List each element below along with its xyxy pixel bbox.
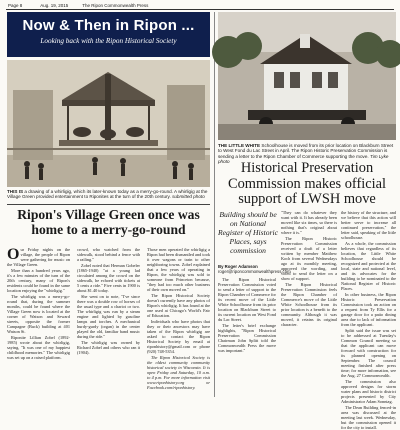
right-article-subhead: Building should be on National Register of Historic Places, says commission xyxy=(218,210,278,255)
paragraph: the history of the structure, and we believe that this action will better serve to increase all continued preservation," the letter said, speaking of the little schoolhouse. xyxy=(341,210,396,240)
schoolhouse-move-image xyxy=(218,12,396,140)
paragraph: Individuals who have photos that they or their ancestors may have taken of the Ripon whirligig are asked to contact the Ripon Historical Society by email at riponhistory@gmail.com or phone (920) 748-5354. xyxy=(147,319,210,354)
whirligig-drawing-photo xyxy=(7,60,210,187)
caption-credit: submitted photo xyxy=(172,194,205,200)
masthead-rule xyxy=(6,9,394,10)
left-headline-rule xyxy=(7,204,210,205)
section-banner xyxy=(7,12,210,57)
left-photo-caption xyxy=(7,189,210,200)
paragraph: More than a hundred years ago, it's a few minutes of the turn of the 20th century, many of Ripon's residents could be found in the same location enjoying the "whirligig." xyxy=(7,268,70,293)
drop-cap: O xyxy=(7,246,20,263)
schoolhouse-move-photo xyxy=(218,12,396,140)
paragraph: ur Friday nights on the village, the people of Ripon were gathering for music on the Village Green. xyxy=(7,247,70,267)
paragraph: Those men operated the whirligig a Ripon had been dismantled and took it over wagons or train to other neighboring towns. Zobel explained that a few years of operating in Ripon, the whirligig was sold to someone from Princeton because, "they had too much other business of their own moved on." xyxy=(147,247,210,292)
paper-name: The Ripon Commonwealth Press xyxy=(82,2,149,8)
paragraph: Zobel noted that Herman Gobeler (1865-1940) "at a young lad circulated among the crowd on the sidewalk, he echoed with tickets at 5 cents a ride." Five cents in 1900 is about $1.40 today. xyxy=(77,263,140,293)
page-number: Page 8 xyxy=(8,2,23,8)
right-article-col-3 xyxy=(341,210,396,430)
paragraph: The Ripon Historic Preservation Commission received a draft of a letter written by member Matthew Koch from several Wednesdays ago at its monthly meeting, approved the wording, and voted to send the letter on a show of support. xyxy=(281,236,337,281)
right-article-col-2 xyxy=(281,210,337,399)
column-divider xyxy=(214,12,215,397)
paragraph: The Ripon Historical Society doesn't currently have any photos of Ripon's whirligig. It has found at the one used at Chicago's World's Fair of Education. xyxy=(147,293,210,318)
banner-subtitle: Looking back with the Ripon Historical Society xyxy=(40,37,177,45)
paragraph: The whirligig was owned by Richard Zobel and others who ran it (1904). xyxy=(77,340,140,355)
right-article-headline: Historical Preservation Commission makes official support of LWSH move xyxy=(227,160,387,207)
paragraph: Riponite Lillian Zobel (1892-1985) wrote about the whirligig, saying, "It was one of my happiest childhood memories." The whirligig was set up on a raised platform. xyxy=(7,335,70,360)
paragraph: She went on to note, "I've since there was a double row of horses of the usual type and a chariot or two. The whirligig was run by a steam engine and lighted by gasoline lamps and torches. A mechanical hurdy-gurdy (organ) in the center played the old, familiar band music during the ride." xyxy=(77,294,140,339)
paragraph: The commission also approved designs for storm water plans and historic district projects presented by City Administrator Adam Sonntag. xyxy=(341,379,396,404)
paragraph: In other business, the Ripon Historic Preservation Commission took an action on a request from Ty Ellis for a garage door for a patio dining area due to lack of information from the applicant. xyxy=(341,292,396,327)
byline-name: By Roger Adamson xyxy=(218,264,258,269)
left-article-headline: Ripon's Village Green once was home to a merry-go-round xyxy=(17,207,200,237)
left-article-body xyxy=(7,247,210,399)
byline-email[interactable]: roger@riponcommonwealthpress.com xyxy=(218,269,291,274)
society-note: The Ripon Historical Society is the oldest community community historical society in Wisconsin. It is open Friday and Saturday, 10 a.m. to 4 p.m. For more information visit www.riponhistory.org or Facebook.com/riponhistory. xyxy=(147,355,210,390)
paragraph: As a whole, the commission believes that regardless of its location, the Little White Schoolhouse should be recognized and protected at the local, state and national level, and its advocates for the building to be nominated to the National Register of Historic Places. xyxy=(341,241,396,291)
right-article-col-1 xyxy=(218,277,276,399)
paragraph: Splitt said the issue was set to be addressed at Tuesday's Common Council meeting so that the applicant can move forward with construction for its planned opening on September. The council meeting finished after press time; for more information, see the Aug. 27 Commonwealth. xyxy=(341,328,396,378)
caption-text: Schoolhouse is moved from its prior location on Blackburn Street to West Fond du Lac Street in April. The Ripon Historic Preservation Commission is sending a letter to the Ripon Chamber of Commerce supporting the move. xyxy=(218,143,394,159)
paragraph: The Dean Building fenced-in area was discussed at the meeting last week. Wednesday, but the commission opened it for the city to install. xyxy=(341,405,396,430)
paragraph: The letter's brief exchange highlights, "Ripon Historical Preservation Commission Chairman John Splitt told the Commonwealth Press the move was important." xyxy=(218,323,276,353)
issue-date: Aug. 19, 2015 xyxy=(40,2,69,8)
caption-credit: Tim Lyke photo xyxy=(218,153,389,165)
left-article-col-3 xyxy=(147,247,210,399)
left-article-col-2 xyxy=(77,247,140,399)
paragraph: The whirligig was a merry-go-round that, during the summer months, could be found where the Village Green now is located at the corner of Watson and Seward streets, opposite the former Campagne (Buck) building at 401 Watson St. xyxy=(7,294,70,334)
banner-title: Now & Then in Ripon ... xyxy=(22,17,195,34)
left-article-col-1 xyxy=(7,247,70,399)
paragraph: crowd, who watched from the sidewalk, stood behind a fence with a railing." xyxy=(77,247,140,262)
whirligig-drawing-image xyxy=(7,60,210,187)
paragraph: The Ripon Historical Preservation Commission voted to send a letter of support to the Ripon Chamber of Commerce for its recent move of the Little White Schoolhouse from its prior location on Blackburn Street to its current location on West Fond du Lac Street. xyxy=(218,277,276,322)
caption-lead: THE LITTLE WHITE xyxy=(218,143,261,148)
byline xyxy=(218,264,291,274)
paragraph: The Ripon Historical Preservation Commission feels the Ripon Chamber of Commerce's move of the Little White Schoolhouse from its prior location is a benefit to the community. Although it was moved, it retains its original character. xyxy=(281,282,337,327)
caption-text: a drawing of a whirligig, which its later-known today as a merry-go-round. A whirligig at the Village Green provided entertainment to Riponites at the turn of the 20th century. xyxy=(7,189,208,200)
caption-lead: THIS IS xyxy=(7,189,24,194)
paragraph: "They can do whatever they want with it. It has already been moved like six times, so there is nothing that's original about where it is." xyxy=(281,210,337,235)
